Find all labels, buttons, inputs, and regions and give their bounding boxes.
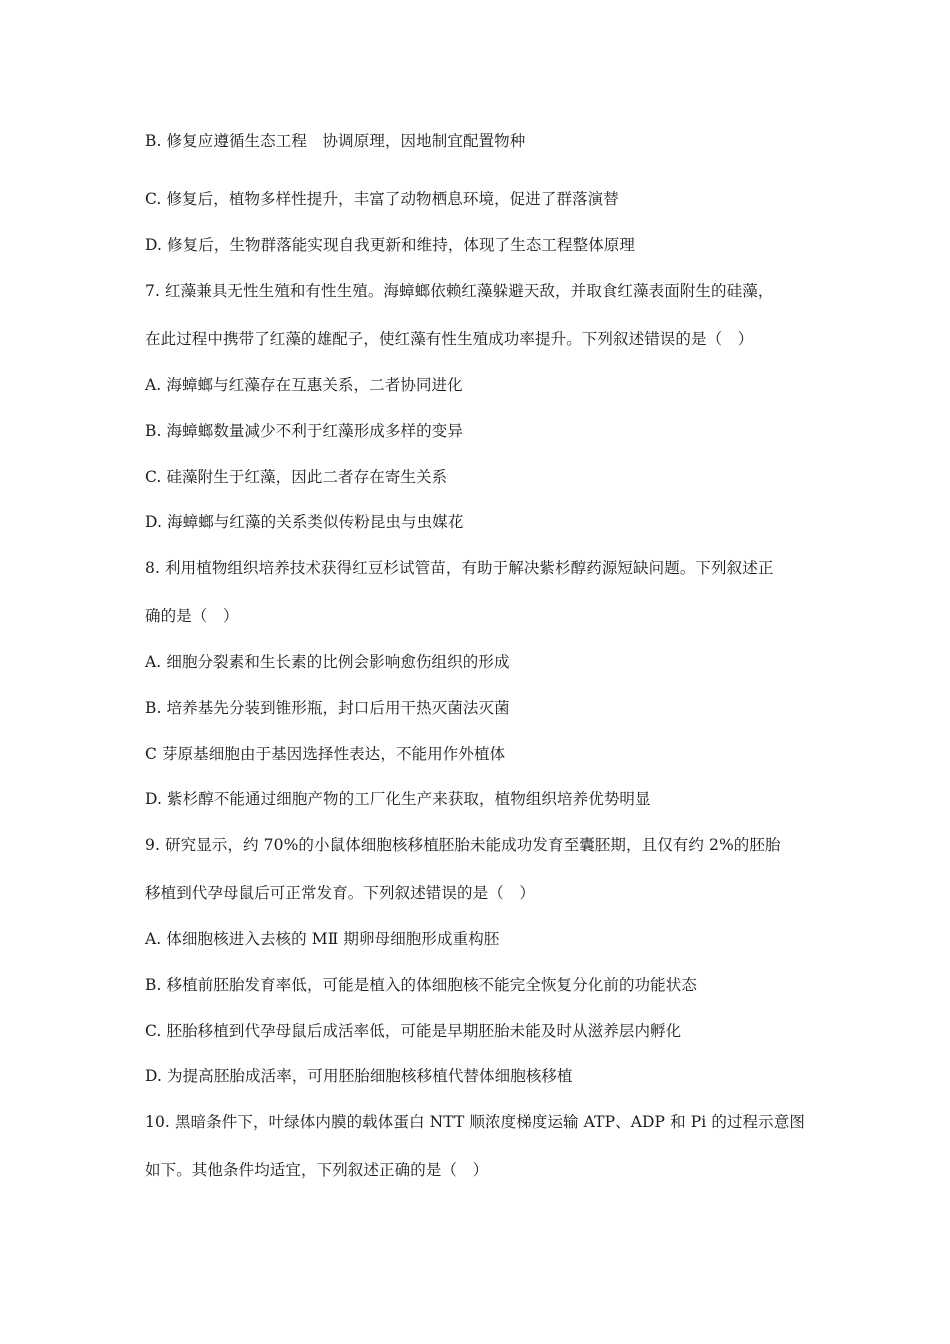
q8-option-d: D. 紫杉醇不能通过细胞产物的工厂化生产来获取，植物组织培养优势明显	[145, 790, 651, 808]
q9-stem-line-1: 9. 研究显示，约 70%的小鼠体细胞核移植胚胎未能成功发育至囊胚期，且仅有约 2%的胚胎	[145, 836, 781, 854]
q9-option-a: A. 体细胞核进入去核的 MⅡ 期卵母细胞形成重构胚	[145, 930, 500, 948]
q8-stem-line-1: 8. 利用植物组织培养技术获得红豆杉试管苗，有助于解决紫杉醇药源短缺问题。下列叙述正	[145, 559, 774, 577]
q9-option-c: C. 胚胎移植到代孕母鼠后成活率低，可能是早期胚胎未能及时从滋养层内孵化	[145, 1022, 682, 1040]
q7-option-d: D. 海蟑螂与红藻的关系类似传粉昆虫与虫媒花	[145, 513, 464, 531]
q8-option-b: B. 培养基先分装到锥形瓶，封口后用干热灭菌法灭菌	[145, 699, 510, 717]
q6-option-c: C. 修复后，植物多样性提升，丰富了动物栖息环境，促进了群落演替	[145, 190, 619, 208]
q10-stem-line-1: 10. 黑暗条件下，叶绿体内膜的载体蛋白 NTT 顺浓度梯度运输 ATP、ADP 和 Pi 的过程示意图	[145, 1113, 805, 1131]
q6-option-b: B. 修复应遵循生态工程 协调原理，因地制宜配置物种	[145, 132, 526, 150]
q8-stem-line-2: 确的是（ ）	[145, 607, 239, 625]
q7-stem-line-1: 7. 红藻兼具无性生殖和有性生殖。海蟑螂依赖红藻躲避天敌，并取食红藻表面附生的硅藻，	[145, 282, 774, 300]
q7-option-c: C. 硅藻附生于红藻，因此二者存在寄生关系	[145, 468, 448, 486]
q7-stem-line-2: 在此过程中携带了红藻的雄配子，使红藻有性生殖成功率提升。下列叙述错误的是（ ）	[145, 330, 754, 348]
q7-option-a: A. 海蟑螂与红藻存在互惠关系，二者协同进化	[145, 376, 463, 394]
q9-option-d: D. 为提高胚胎成活率，可用胚胎细胞核移植代替体细胞核移植	[145, 1067, 573, 1085]
q8-option-c: C 芽原基细胞由于基因选择性表达，不能用作外植体	[145, 745, 506, 763]
q8-option-a: A. 细胞分裂素和生长素的比例会影响愈伤组织的形成	[145, 653, 510, 671]
q9-option-b: B. 移植前胚胎发育率低，可能是植入的体细胞核不能完全恢复分化前的功能状态	[145, 976, 697, 994]
q10-stem-line-2: 如下。其他条件均适宜，下列叙述正确的是（ ）	[145, 1161, 489, 1179]
q9-stem-line-2: 移植到代孕母鼠后可正常发育。下列叙述错误的是（ ）	[145, 884, 536, 902]
q6-option-d: D. 修复后，生物群落能实现自我更新和维持，体现了生态工程整体原理	[145, 236, 636, 254]
q7-option-b: B. 海蟑螂数量减少不利于红藻形成多样的变异	[145, 422, 463, 440]
